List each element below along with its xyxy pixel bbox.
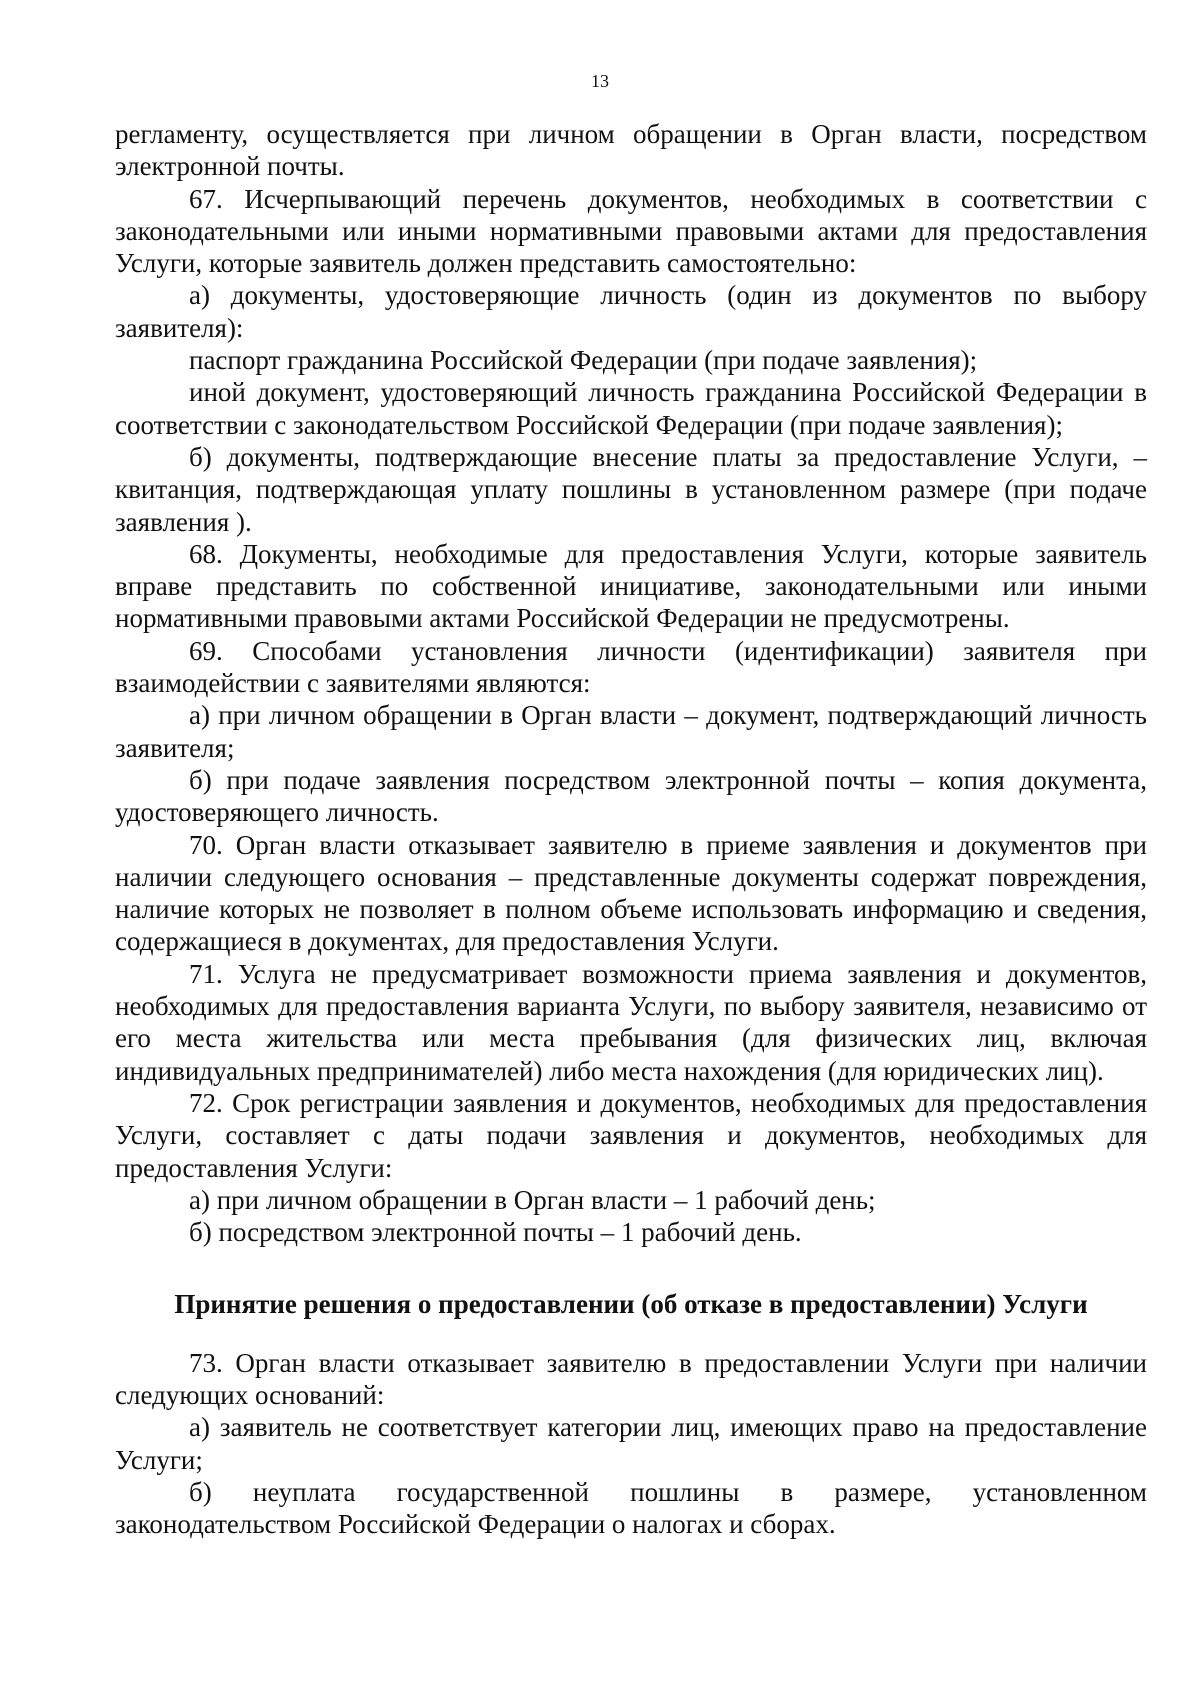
paragraph: 72. Срок регистрации заявления и документов, необходимых для предоставления Услуги, составляет с даты подачи заявления и документов, необходимых для предоставления Услуги: xyxy=(115,1087,1147,1183)
paragraph: б) при подаче заявления посредством электронной почты – копия документа, удостоверяющего личность. xyxy=(115,764,1147,828)
document-body xyxy=(115,118,1147,1540)
paragraph: регламенту, осуществляется при личном обращении в Орган власти, посредством электронной почты. xyxy=(115,119,1147,182)
paragraph: паспорт гражданина Российской Федерации (при подаче заявления); xyxy=(189,345,978,376)
paragraph: б) посредством электронной почты – 1 рабочий день. xyxy=(189,1217,802,1248)
page-number: 13 xyxy=(591,71,609,91)
paragraph: иной документ, удостоверяющий личность гражданина Российской Федерации в соответствии с законодательством Российской Федерации (при подаче заявления); xyxy=(115,377,1147,440)
paragraph: б) документы, подтверждающие внесение платы за предоставление Услуги, – квитанция, подтверждающая уплату пошлины в установленном размере (при подаче заявления ). xyxy=(115,441,1147,537)
paragraph: 70. Орган власти отказывает заявителю в приеме заявления и документов при наличии следующего основания – представленные документы содержат повреждения, наличие которых не позволяет в полном объеме использовать информацию и сведения, содержащиеся в документах, для предоставления Услуги. xyxy=(115,829,1147,957)
paragraphs-after xyxy=(115,1347,1147,1541)
section-heading: Принятие решения о предоставлении (об отказе в предоставлении) Услуги xyxy=(174,1289,1088,1320)
paragraph: а) документы, удостоверяющие личность (один из документов по выбору заявителя): xyxy=(115,280,1147,343)
paragraph: а) при личном обращении в Орган власти – 1 рабочий день; xyxy=(189,1184,876,1215)
paragraph: 68. Документы, необходимые для предоставления Услуги, которые заявитель вправе представить по собственной инициативе, законодательными или иными нормативными правовыми актами Российской Федерации не предусмотрены. xyxy=(115,538,1147,634)
paragraph: 69. Способами установления личности (идентификации) заявителя при взаимодействии с заявителями являются: xyxy=(115,635,1147,699)
paragraph: 71. Услуга не предусматривает возможности приема заявления и документов, необходимых для предоставления варианта Услуги, по выбору заявителя, независимо от его места жительства или места пребывания (для физических лиц, включая индивидуальных предпринимателей) либо места нахождения (для юридических лиц). xyxy=(115,958,1147,1086)
paragraph: б) неуплата государственной пошлины в размере, установленном законодательством Российской Федерации о налогах и сборах. xyxy=(115,1476,1147,1540)
paragraph: 73. Орган власти отказывает заявителю в предоставлении Услуги при наличии следующих оснований: xyxy=(115,1347,1147,1410)
paragraph: а) заявитель не соответствует категории лиц, имеющих право на предоставление Услуги; xyxy=(115,1412,1147,1475)
paragraph: 67. Исчерпывающий перечень документов, необходимых в соответствии с законодательными или иными нормативными правовыми актами для предоставления Услуги, которые заявитель должен представить самостоятельно: xyxy=(115,183,1147,279)
paragraph: а) при личном обращении в Орган власти – документ, подтверждающий личность заявителя; xyxy=(115,700,1147,763)
paragraphs-before xyxy=(115,118,1147,1248)
